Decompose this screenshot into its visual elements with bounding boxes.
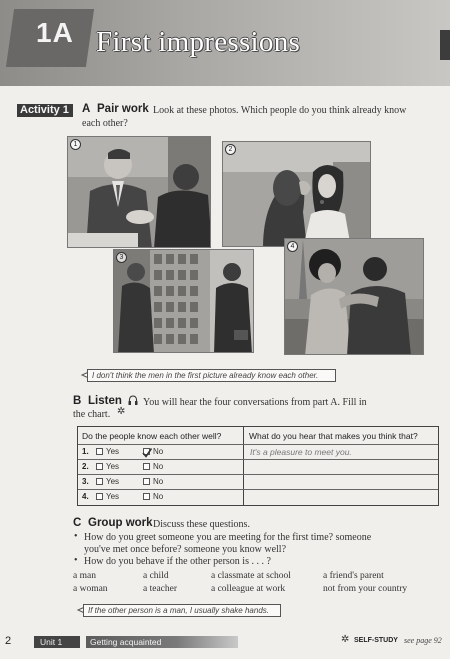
- photo-4-image: [285, 239, 424, 355]
- page-title: First impressions: [96, 26, 301, 58]
- chart-row-2-yes-checkbox[interactable]: [96, 463, 103, 470]
- photo-1-image: [68, 137, 211, 248]
- chart-row-3-number: 3.: [82, 477, 89, 486]
- headphones-icon: [128, 393, 138, 405]
- photo-2: [222, 141, 371, 247]
- photo-2-image: [223, 142, 371, 247]
- photo-3-image: [114, 250, 254, 353]
- chart-row-2-number: 2.: [82, 462, 89, 471]
- unit-label: Unit 1: [34, 636, 80, 648]
- photo-4-number: 4: [287, 241, 298, 252]
- bullet-icon: •: [74, 531, 78, 542]
- chart-header-col2: What do you hear that makes you think that?: [249, 431, 418, 441]
- vocab-item: a classmate at school: [211, 571, 291, 581]
- question-2: How do you behave if the other person is . . . ?: [84, 556, 271, 567]
- chart-row-line: [78, 459, 438, 460]
- vocab-item: not from your country: [323, 584, 408, 594]
- photo-2-number: 2: [225, 144, 236, 155]
- chart-row-3-yes-label: Yes: [106, 477, 120, 486]
- chart-row-2-no-label: No: [153, 462, 164, 471]
- unit-title: Getting acquainted: [86, 636, 238, 648]
- chart-row-line: [78, 489, 438, 490]
- activity-label: Activity 1: [17, 104, 73, 117]
- photo-1: [67, 136, 211, 248]
- photo-1-number: 1: [70, 139, 81, 150]
- chart-row-4-no-label: No: [153, 492, 164, 501]
- checkmark-icon: [142, 445, 152, 455]
- chart-row-line: [78, 474, 438, 475]
- speech-bubble-c: If the other person is a man, I usually shake hands.: [83, 604, 281, 617]
- photo-3-number: 3: [116, 252, 127, 263]
- vocab-item: a teacher: [143, 584, 178, 594]
- listening-chart: [77, 426, 439, 506]
- chart-header-line: [78, 444, 438, 445]
- banner-edge-mark: [440, 30, 450, 60]
- chart-row-2-yes-label: Yes: [106, 462, 120, 471]
- page-number: 2: [5, 635, 12, 647]
- part-c-letter: C: [73, 517, 82, 529]
- chart-row-1-no-label: No: [153, 447, 164, 456]
- part-b-title: Listen: [88, 395, 122, 407]
- part-c-intro: Discuss these questions.: [153, 519, 250, 530]
- self-study-label: SELF-STUDY: [354, 637, 398, 644]
- vocab-item: a colleague at work: [211, 584, 286, 594]
- photo-4: [284, 238, 424, 355]
- chart-row-4-no-checkbox[interactable]: [143, 493, 150, 500]
- self-study-page-ref: see page 92: [404, 636, 442, 645]
- part-a-title: Pair work: [97, 103, 149, 115]
- chart-row-1-number: 1.: [82, 447, 89, 456]
- part-a-letter: A: [82, 103, 91, 115]
- chart-row-2-no-checkbox[interactable]: [143, 463, 150, 470]
- part-a-instructions-line2: each other?: [82, 118, 128, 129]
- vocab-item: a friend's parent: [323, 571, 384, 581]
- chart-row-1-yes-label: Yes: [106, 447, 120, 456]
- vocab-item: a man: [73, 571, 96, 581]
- self-study-icon: ✲: [117, 406, 126, 417]
- part-b-letter: B: [73, 395, 82, 407]
- part-b-instructions-line1: You will hear the four conversations from part A. Fill in: [143, 397, 367, 408]
- chart-row-4-yes-label: Yes: [106, 492, 120, 501]
- chart-row-1-yes-checkbox[interactable]: [96, 448, 103, 455]
- vocab-item: a child: [143, 571, 169, 581]
- vocab-item: a woman: [73, 584, 108, 594]
- bullet-icon: •: [74, 555, 78, 566]
- photo-3: [113, 249, 254, 353]
- lesson-number: 1A: [36, 17, 74, 48]
- chart-row-3-no-checkbox[interactable]: [143, 478, 150, 485]
- speech-bubble-a: I don't think the men in the first picture already know each other.: [87, 369, 336, 382]
- header-banner: [0, 0, 450, 86]
- chart-row-4-yes-checkbox[interactable]: [96, 493, 103, 500]
- part-a-instructions-line1: Look at these photos. Which people do you think already know: [153, 105, 407, 116]
- chart-row-1-answer[interactable]: It's a pleasure to meet you.: [250, 447, 352, 457]
- chart-row-3-no-label: No: [153, 477, 164, 486]
- chart-header-col1: Do the people know each other well?: [82, 431, 222, 441]
- question-1-line2: you've met once before? someone you know well?: [84, 544, 287, 555]
- question-1-line1: How do you greet someone you are meeting for the first time? someone: [84, 532, 372, 543]
- part-c-title: Group work: [88, 517, 153, 529]
- self-study-icon: ✲: [341, 634, 350, 645]
- chart-row-4-number: 4.: [82, 492, 89, 501]
- chart-row-3-yes-checkbox[interactable]: [96, 478, 103, 485]
- part-b-instructions-line2: the chart.: [73, 409, 111, 420]
- chart-divider: [243, 427, 244, 505]
